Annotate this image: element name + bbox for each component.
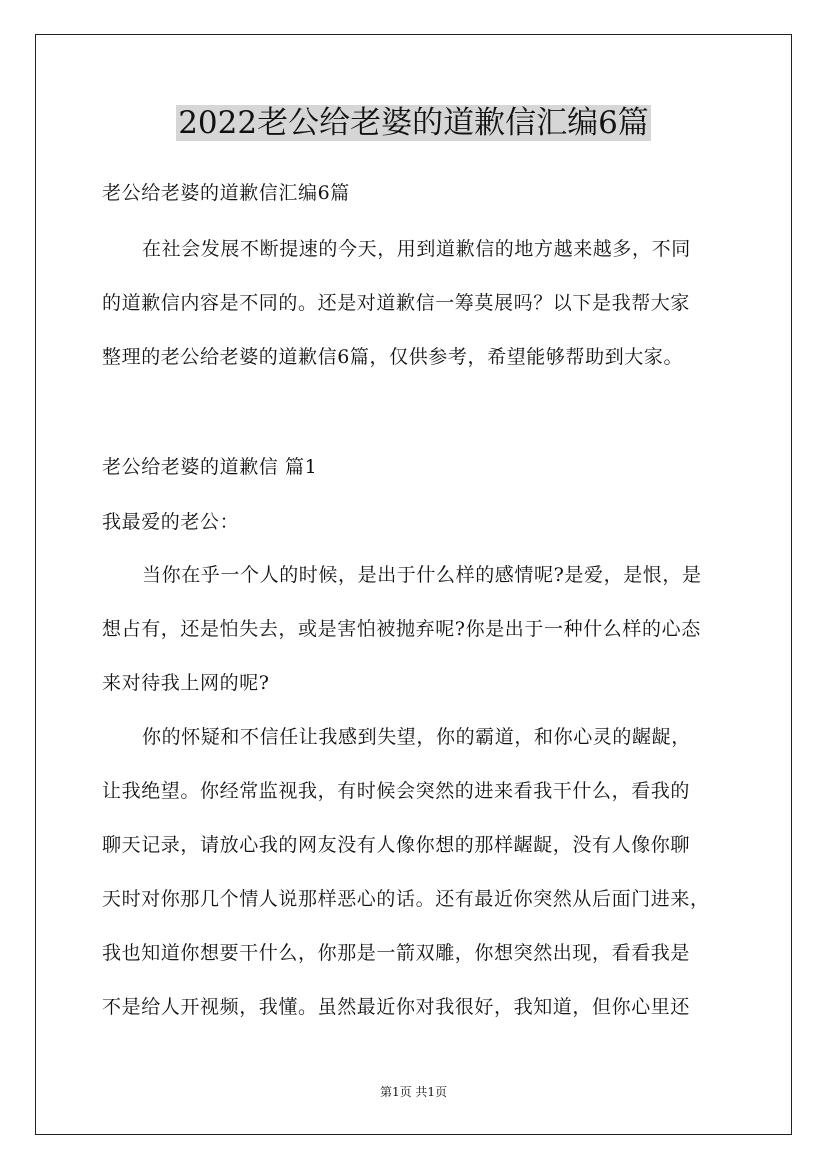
intro-line-1: 在社会发展不断提速的今天，用到道歉信的地方越来越多，不同 — [142, 238, 691, 260]
para2-line-2: 让我绝望。你经常监视我，有时候会突然的进来看我干什么，看我的 — [102, 780, 691, 802]
document-subtitle: 老公给老婆的道歉信汇编6篇 — [102, 182, 350, 204]
para1-line-1: 当你在乎一个人的时候，是出于什么样的感情呢?是爱，是恨，是 — [142, 564, 702, 586]
intro-line-2: 的道歉信内容是不同的。还是对道歉信一筹莫展吗？以下是我帮大家 — [102, 292, 691, 314]
para2-line-3: 聊天记录，请放心我的网友没有人像你想的那样龌龊，没有人像你聊 — [102, 834, 691, 856]
intro-line-3: 整理的老公给老婆的道歉信6篇，仅供参考，希望能够帮助到大家。 — [102, 346, 684, 368]
para2-line-1: 你的怀疑和不信任让我感到失望，你的霸道，和你心灵的龌龊， — [142, 726, 691, 748]
document-title — [0, 100, 827, 146]
para2-line-5: 我也知道你想要干什么，你那是一箭双雕，你想突然出现，看看我是 — [102, 942, 691, 964]
page-footer: 第1页 共1页 — [379, 1085, 448, 1099]
para1-line-3: 来对待我上网的呢? — [102, 672, 270, 694]
para2-line-6: 不是给人开视频，我懂。虽然最近你对我很好，我知道，但你心里还 — [102, 996, 691, 1018]
letter-salutation: 我最爱的老公： — [102, 511, 240, 533]
para1-line-2: 想占有，还是怕失去，或是害怕被抛弃呢?你是出于一种什么样的心态 — [102, 618, 701, 640]
document-title-text: 2022老公给老婆的道歉信汇编6篇 — [178, 105, 649, 141]
para2-line-4: 天时对你那几个情人说那样恶心的话。还有最近你突然从后面门进来， — [102, 888, 710, 910]
section-heading: 老公给老婆的道歉信 篇1 — [102, 456, 318, 478]
